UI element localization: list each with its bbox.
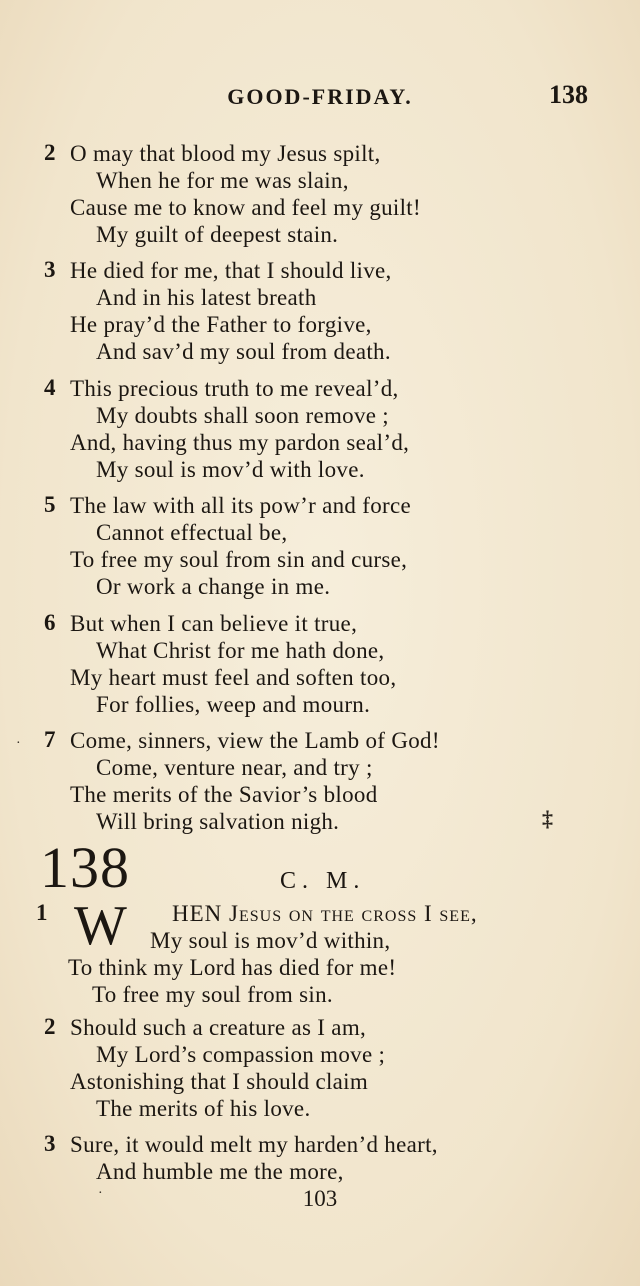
verse-line: Cause me to know and feel my guilt!: [70, 195, 421, 220]
stanza-number: 4: [44, 375, 56, 400]
first-line-text: HEN Jesus on the cross I see,: [172, 901, 478, 926]
stanza-number: 7: [44, 727, 56, 752]
verse-line: O may that blood my Jesus spilt,: [70, 141, 381, 166]
verse-line: This precious truth to me reveal’d,: [70, 376, 399, 401]
verse-line: Come, sinners, view the Lamb of God!: [70, 728, 440, 753]
verse-line: But when I can believe it true,: [70, 611, 358, 636]
footer-page-number: 103: [302, 1186, 338, 1211]
verse-line: My guilt of deepest stain.: [96, 222, 339, 247]
verse-line: To free my soul from sin.: [92, 982, 333, 1007]
margin-dot-mark: ·: [16, 736, 21, 751]
stanza: [44, 727, 564, 835]
stanza-number: 5: [44, 492, 56, 517]
stanza: [44, 492, 564, 600]
verse-line: My doubts shall soon remove ;: [96, 403, 389, 428]
verse-line: Should such a creature as I am,: [70, 1015, 367, 1040]
hymn-number: 138: [40, 835, 130, 900]
stanza: [44, 1014, 564, 1122]
verse-line: What Christ for me hath done,: [96, 638, 385, 663]
stanza-number: 3: [44, 1131, 56, 1156]
stanza: [44, 610, 564, 718]
verse-line: Come, venture near, and try ;: [96, 755, 373, 780]
stanza: [44, 140, 564, 248]
verse-line: Will bring salvation nigh.: [96, 809, 340, 834]
drop-cap: W: [74, 895, 127, 957]
verse-line: And in his latest breath: [96, 285, 317, 310]
verse-line: And humble me the more,: [96, 1159, 344, 1184]
stanza: [44, 1131, 564, 1185]
verse-line: The law with all its pow’r and force: [70, 493, 411, 518]
verse-line: Or work a change in me.: [96, 574, 331, 599]
stanza-number: 2: [44, 1014, 56, 1039]
verse-line: My soul is mov’d within,: [150, 928, 391, 953]
stanza: [44, 375, 564, 483]
verse-line: My soul is mov’d with love.: [96, 457, 365, 482]
hymn-meter: C. M.: [280, 868, 366, 894]
verse-line: He died for me, that I should live,: [70, 258, 392, 283]
running-header-page-number: 138: [549, 80, 588, 109]
verse-line: The merits of his love.: [96, 1096, 311, 1121]
verse-line: To think my Lord has died for me!: [68, 955, 397, 980]
verse-line: Cannot effectual be,: [96, 520, 288, 545]
running-header-title: GOOD-FRIDAY.: [227, 84, 413, 109]
footer-dot-mark: ·: [98, 1186, 103, 1201]
stanza-number: 6: [44, 610, 56, 635]
stanza-number: 2: [44, 140, 56, 165]
verse-line: Astonishing that I should claim: [70, 1069, 369, 1094]
verse-line: When he for me was slain,: [96, 168, 349, 193]
verse-line: Sure, it would melt my harden’d heart,: [70, 1132, 438, 1157]
stanza-number: 1: [36, 900, 48, 925]
stanza: [44, 257, 564, 365]
printer-mark-icon: ‡: [542, 806, 553, 831]
verse-line: And, having thus my pardon seal’d,: [70, 430, 410, 455]
verse-line: My Lord’s compassion move ;: [96, 1042, 386, 1067]
verse-line: My heart must feel and soften too,: [70, 665, 397, 690]
verse-line: He pray’d the Father to forgive,: [70, 312, 372, 337]
stanza-number: 3: [44, 257, 56, 282]
verse-line: The merits of the Savior’s blood: [70, 782, 378, 807]
verse-line: And sav’d my soul from death.: [96, 339, 391, 364]
verse-line: To free my soul from sin and curse,: [70, 547, 408, 572]
verse-line: For follies, weep and mourn.: [96, 692, 371, 717]
